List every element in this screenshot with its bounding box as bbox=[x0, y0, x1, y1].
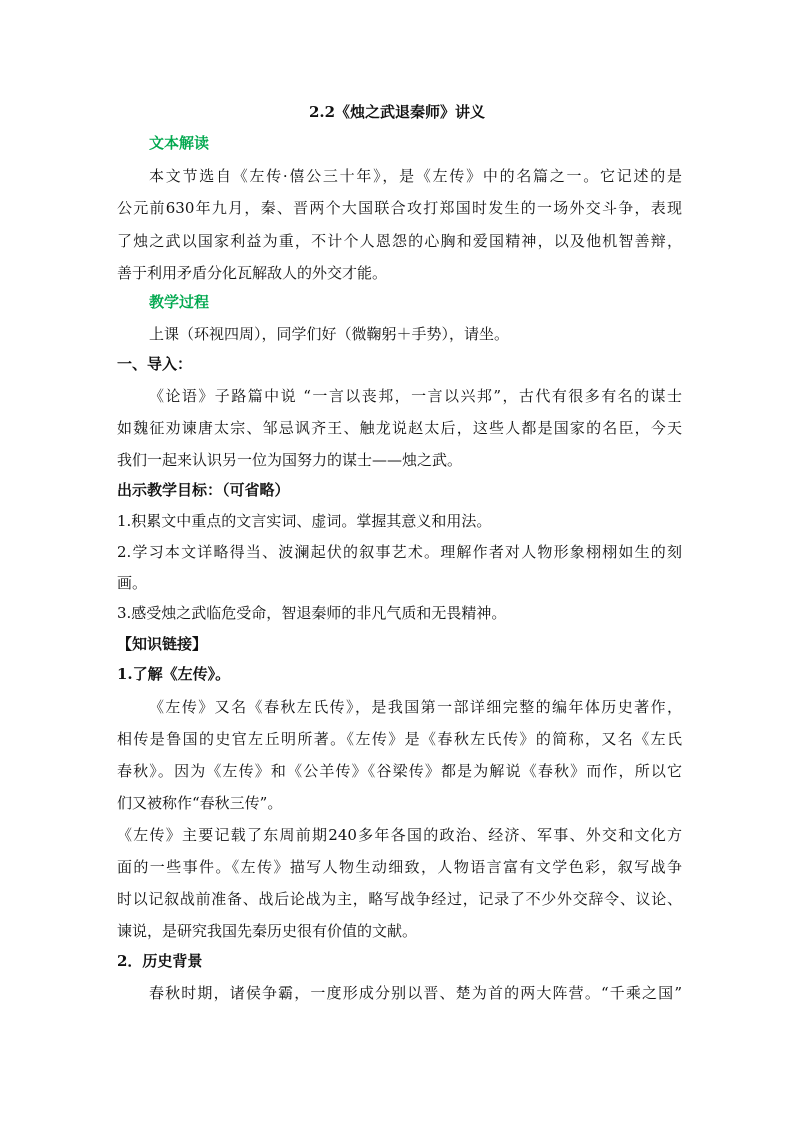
paragraph-line: 春秋》。因为《左传》和《公羊传》《谷梁传》都是为解说《春秋》而作，所以它 bbox=[117, 762, 682, 780]
paragraph-line: 春秋时期，诸侯争霸，一度形成分别以晋、楚为首的两大阵营。“千乘之国” bbox=[149, 984, 682, 1002]
goal-item: 2.学习本文详略得当、波澜起伏的叙事艺术。理解作者对人物形象栩栩如生的刻 bbox=[117, 543, 682, 561]
knowledge-heading: 【知识链接】 bbox=[117, 635, 208, 653]
paragraph-line: 谏说，是研究我国先秦历史很有价值的文献。 bbox=[117, 922, 418, 940]
paragraph-line: 公元前630年九月，秦、晋两个大国联合攻打郑国时发生的一场外交斗争，表现 bbox=[117, 199, 682, 217]
goal-item: 画。 bbox=[117, 574, 148, 592]
paragraph-line: 上课（环视四周），同学们好（微鞠躬＋手势），请坐。 bbox=[149, 325, 510, 343]
goal-item: 3.感受烛之武临危受命，智退秦师的非凡气质和无畏精神。 bbox=[117, 604, 507, 622]
section-heading-teaching-process: 教学过程 bbox=[149, 293, 210, 311]
paragraph-line: 时以记叙战前准备、战后论战为主，略写战争经过，记录了不少外交辞令、议论、 bbox=[117, 890, 682, 908]
goal-item: 1.积累文中重点的文言实词、虚词。掌握其意义和用法。 bbox=[117, 512, 492, 530]
paragraph-line: 我们一起来认识另一位为国努力的谋士——烛之武。 bbox=[117, 451, 463, 469]
goals-heading: 出示教学目标：（可省略） bbox=[117, 481, 290, 499]
paragraph-line: 面的一些事件。《左传》描写人物生动细致，人物语言富有文学色彩，叙写战争 bbox=[117, 858, 682, 876]
knowledge-subheading: 1.了解《左传》。 bbox=[117, 665, 231, 683]
page-title: 2.2《烛之武退秦师》讲义 bbox=[308, 103, 486, 121]
knowledge-subheading: 2．历史背景 bbox=[117, 952, 203, 970]
paragraph-line: 如魏征劝谏唐太宗、邹忌讽齐王、触龙说赵太后，这些人都是国家的名臣，今天 bbox=[117, 419, 682, 437]
paragraph-line: 本文节选自《左传·僖公三十年》，是《左传》中的名篇之一。它记述的是 bbox=[149, 167, 682, 185]
paragraph-line: 了烛之武以国家利益为重，不计个人恩怨的心胸和爱国精神，以及他机智善辩， bbox=[117, 232, 682, 250]
section-heading-text-analysis: 文本解读 bbox=[149, 134, 210, 152]
paragraph-line: 《左传》又名《春秋左氏传》，是我国第一部详细完整的编年体历史著作， bbox=[149, 698, 682, 716]
paragraph-line: 《左传》主要记载了东周前期240多年各国的政治、经济、军事、外交和文化方 bbox=[117, 826, 682, 844]
intro-heading: 一、导入： bbox=[117, 355, 193, 373]
paragraph-line: 善于利用矛盾分化瓦解敌人的外交才能。 bbox=[117, 264, 388, 282]
paragraph-line: 们又被称作“春秋三传”。 bbox=[117, 794, 283, 812]
paragraph-line: 《论语》子路篇中说 “一言以丧邦，一言以兴邦”，古代有很多有名的谋士 bbox=[149, 387, 682, 405]
paragraph-line: 相传是鲁国的史官左丘明所著。《左传》是《春秋左氏传》的简称，又名《左氏 bbox=[117, 730, 682, 748]
